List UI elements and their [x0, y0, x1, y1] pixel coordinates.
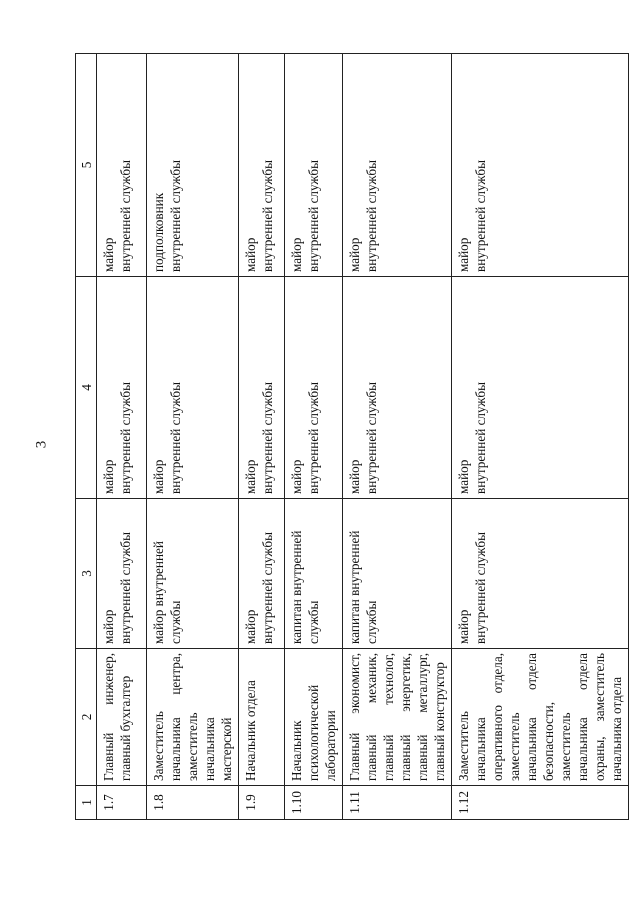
- rank-cell-col5: [97, 54, 147, 277]
- rank-line: майор: [456, 459, 471, 494]
- rank-line: майор: [243, 609, 258, 644]
- rank-cell-col4: [97, 277, 147, 499]
- rank-line: майор: [289, 459, 304, 494]
- rank-line: внутренней службы: [118, 160, 133, 272]
- rank-cell-col3: [343, 499, 452, 649]
- position-cell: Начальник психологической лаборатории: [285, 649, 343, 786]
- rank-line: внутренней службы: [118, 382, 133, 494]
- row-number: 1.7: [97, 786, 147, 820]
- position-cell: Заместитель начальника центра, заместитель начальника мастерской: [147, 649, 239, 786]
- header-col-5: 5: [76, 54, 97, 277]
- header-row: [76, 54, 97, 820]
- rank-cell-col5: [147, 54, 239, 277]
- rank-line: майор внутренней службы: [151, 541, 183, 644]
- rank-line: майор: [101, 609, 116, 644]
- rank-line: майор: [456, 609, 471, 644]
- header-col-2: 2: [76, 649, 97, 786]
- rank-cell-col3: [147, 499, 239, 649]
- page-number: 3: [33, 440, 50, 449]
- rank-cell-col3: [239, 499, 285, 649]
- position-cell: Главный экономист, главный механик, главный технолог, главный энергетик, главный металлург, главный конструктор: [343, 649, 452, 786]
- rank-line: майор: [347, 459, 362, 494]
- table-row: [343, 54, 452, 820]
- rank-line: майор: [101, 459, 116, 494]
- rank-line: внутренней службы: [260, 160, 275, 272]
- rank-cell-col3: [452, 499, 629, 649]
- rank-line: внутренней службы: [473, 160, 488, 272]
- table-row: [147, 54, 239, 820]
- table-row: [452, 54, 629, 820]
- position-cell: Заместитель начальника оперативного отдела, заместитель начальника отдела безопасности, заместитель начальника отдела охраны, заместитель начальника отдела: [452, 649, 629, 786]
- rank-line: майор: [289, 237, 304, 272]
- rank-cell-col4: [285, 277, 343, 499]
- position-cell: Начальник отдела: [239, 649, 285, 786]
- rank-cell-col4: [343, 277, 452, 499]
- rank-line: майор: [456, 237, 471, 272]
- rank-cell-col5: [343, 54, 452, 277]
- rank-line: внутренней службы: [473, 532, 488, 644]
- rank-line: внутренней службы: [168, 382, 183, 494]
- rank-line: майор: [243, 237, 258, 272]
- row-number: 1.8: [147, 786, 239, 820]
- rank-line: капитан внутренней службы: [289, 530, 321, 644]
- rank-line: майор: [151, 459, 166, 494]
- header-col-1: 1: [76, 786, 97, 820]
- ranks-table: [75, 53, 629, 820]
- header-col-3: 3: [76, 499, 97, 649]
- rank-line: внутренней службы: [260, 532, 275, 644]
- rank-line: капитан внутренней службы: [347, 530, 379, 644]
- rank-line: внутренней службы: [473, 382, 488, 494]
- table-row: [285, 54, 343, 820]
- rank-cell-col3: [97, 499, 147, 649]
- rank-line: майор: [243, 459, 258, 494]
- rank-line: майор: [101, 237, 116, 272]
- rank-line: внутренней службы: [364, 160, 379, 272]
- rank-line: внутренней службы: [364, 382, 379, 494]
- rank-cell-col4: [147, 277, 239, 499]
- rank-cell-col4: [239, 277, 285, 499]
- header-col-4: 4: [76, 277, 97, 499]
- rank-line: подполковник: [151, 192, 166, 272]
- row-number: 1.12: [452, 786, 629, 820]
- rank-line: внутренней службы: [118, 532, 133, 644]
- rank-line: майор: [347, 237, 362, 272]
- rank-cell-col3: [285, 499, 343, 649]
- table-body: [97, 54, 629, 820]
- table-row: [97, 54, 147, 820]
- rank-cell-col5: [239, 54, 285, 277]
- rank-line: внутренней службы: [168, 160, 183, 272]
- row-number: 1.11: [343, 786, 452, 820]
- table-row: [239, 54, 285, 820]
- rank-cell-col5: [452, 54, 629, 277]
- rank-line: внутренней службы: [306, 160, 321, 272]
- rank-cell-col4: [452, 277, 629, 499]
- position-cell: Главный инженер, главный бухгалтер: [97, 649, 147, 786]
- row-number: 1.10: [285, 786, 343, 820]
- rank-cell-col5: [285, 54, 343, 277]
- rank-line: внутренней службы: [306, 382, 321, 494]
- rotated-table-wrapper: [75, 54, 624, 820]
- row-number: 1.9: [239, 786, 285, 820]
- rank-line: внутренней службы: [260, 382, 275, 494]
